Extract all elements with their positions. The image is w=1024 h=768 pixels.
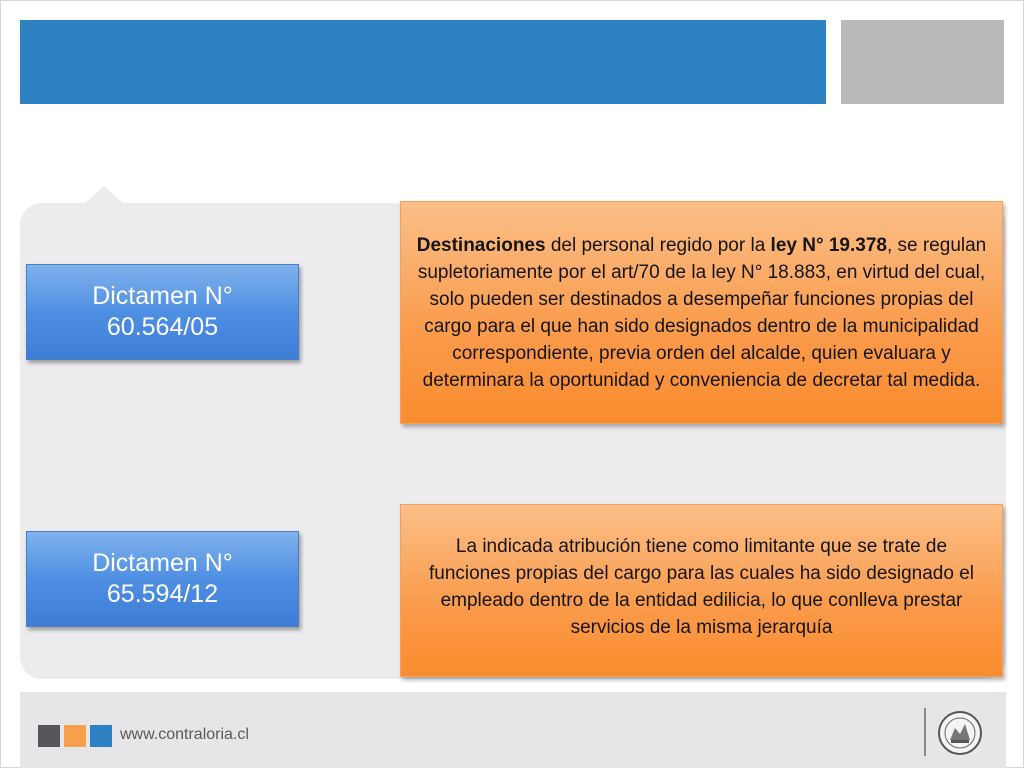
footer-divider	[924, 708, 926, 756]
description-2-text: La indicada atribución tiene como limitante que se trate de funciones propias del cargo para las cuales ha sido designado el empleado dentro de la entidad edilicia, lo que conlleva prestar servicios de la misma jerarquía	[428, 535, 975, 638]
header-bar	[20, 20, 826, 104]
footer-orange-square	[64, 725, 86, 747]
description-1-bold-destinaciones: Destinaciones	[416, 234, 546, 256]
description-1-text-b: , se regulan supletoriamente por el art/70 de la ley N° 18.883, en virtud del cual, solo pueden ser destinados a desempeñar funciones propias del cargo para el que han sido designados dentro de la municipalidad correspondiente, previa orden del alcalde, quien evaluara y determinara la oportunidad y conveniencia de decretar tal medida.	[417, 234, 987, 391]
dictamen-box-2	[26, 531, 299, 627]
footer-gray-square	[38, 725, 60, 747]
dictamen-1-title: Dictamen N°	[92, 282, 233, 310]
dictamen-2-number: 65.594/12	[106, 580, 219, 608]
dictamen-1-number: 60.564/05	[106, 313, 219, 341]
description-1-bold-ley: ley N° 19.378	[770, 234, 887, 256]
dictamen-1-description	[400, 201, 1003, 424]
footer-blue-square	[90, 725, 112, 747]
dictamen-2-description	[400, 504, 1003, 677]
dictamen-box-1	[26, 264, 299, 360]
footer-url[interactable]: www.contraloria.cl	[120, 726, 249, 743]
contraloria-seal-icon	[937, 710, 983, 756]
dictamen-2-title: Dictamen N°	[92, 549, 233, 577]
panel-notch	[84, 186, 124, 204]
header-accent-block	[841, 20, 1004, 104]
description-1-text-a: del personal regido por la	[545, 234, 771, 256]
